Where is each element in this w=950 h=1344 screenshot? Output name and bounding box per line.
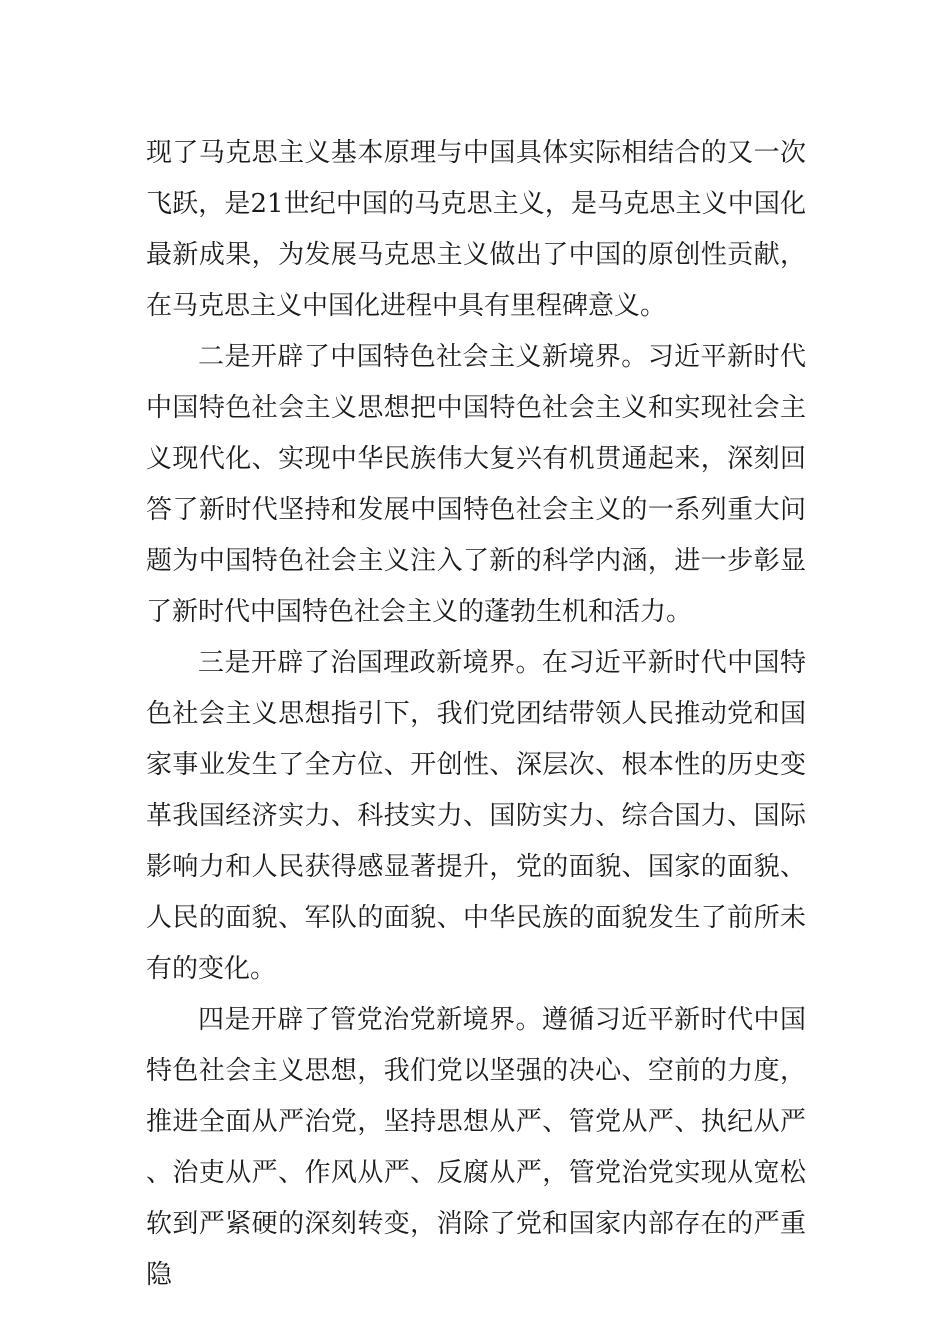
- paragraph-fourth-point: 四是开辟了管党治党新境界。遵循习近平新时代中国特色社会主义思想，我们党以坚强的决心、空前的力度，推进全面从严治党，坚持思想从严、管党从严、执纪从严、治吏从严、作风从严、反腐从严，管党治党实现从宽松软到严紧硬的深刻转变，消除了党和国家内部存在的严重隐: [146, 1005, 806, 1290]
- document-body: [146, 128, 806, 1301]
- paragraph-second-point: 二是开辟了中国特色社会主义新境界。习近平新时代中国特色社会主义思想把中国特色社会主义和实现社会主义现代化、实现中华民族伟大复兴有机贯通起来，深刻回答了新时代坚持和发展中国特色社会主义的一系列重大问题为中国特色社会主义注入了新的科学内涵，进一步彰显了新时代中国特色社会主义的蓬勃生机和活力。: [146, 342, 806, 627]
- paragraph-third-point: 三是开辟了治国理政新境界。在习近平新时代中国特色社会主义思想指引下，我们党团结带领人民推动党和国家事业发生了全方位、开创性、深层次、根本性的历史变革我国经济实力、科技实力、国防实力、综合国力、国际影响力和人民获得感显著提升，党的面貌、国家的面貌、人民的面貌、军队的面貌、中华民族的面貌发生了前所未有的变化。: [146, 648, 806, 984]
- paragraph-continuation: 现了马克思主义基本原理与中国具体实际相结合的又一次飞跃，是21世纪中国的马克思主义，是马克思主义中国化最新成果，为发展马克思主义做出了中国的原创性贡献，在马克思主义中国化进程中具有里程碑意义。: [146, 138, 806, 321]
